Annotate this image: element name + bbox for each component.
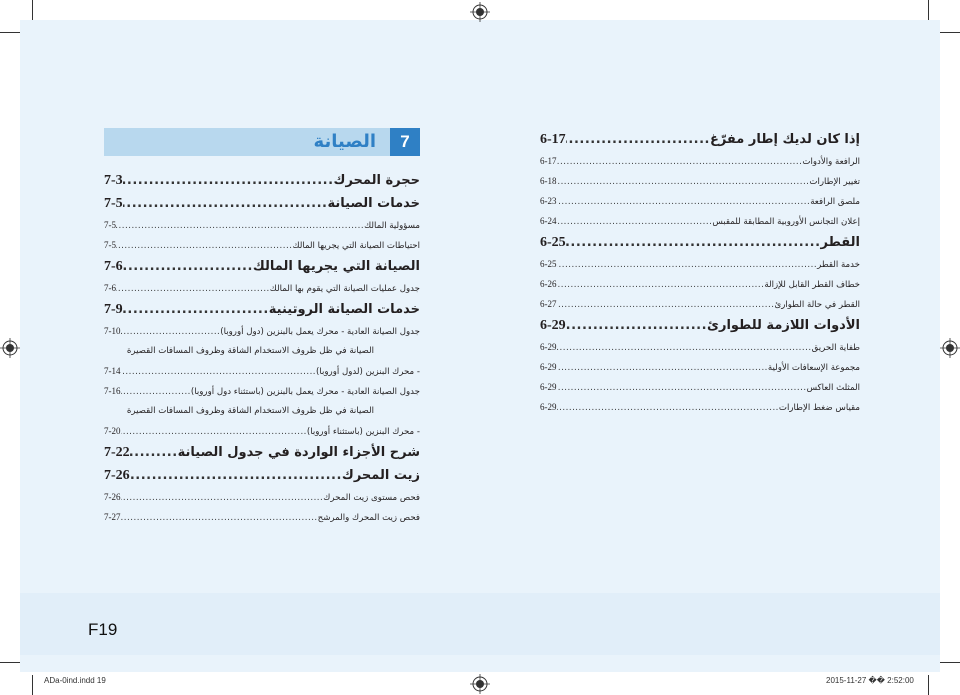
toc-entry-title: حجرة المحرك [333,173,420,188]
toc-section-entry[interactable] [104,299,420,321]
toc-subsection-entry[interactable] [104,235,420,255]
toc-subsection-entry[interactable] [104,487,420,507]
registration-mark-icon [470,2,490,22]
toc-entry-page: 7-22 [104,445,130,460]
toc-entry-page: 6-29 [540,342,557,352]
toc-entry-title: القطر [820,235,860,250]
toc-leader-dots [123,256,253,278]
toc-entry-title: مسؤولية المالك [364,221,420,231]
crop-mark [940,32,960,33]
toc-entry-page: 6-23 [540,196,557,206]
toc-leader-dots [130,465,342,487]
toc-subsection-entry[interactable] [540,254,860,274]
toc-leader-dots [557,398,779,417]
chapter-header [104,128,420,156]
crop-mark [928,675,929,695]
toc-entry-page: 7-3 [104,173,123,188]
toc-entry-page: 6-18 [540,176,557,186]
toc-entry-page: 7-26 [104,492,121,502]
crop-mark [32,0,33,20]
toc-entry-page: 6-25 [540,235,566,250]
slug-datetime: 2015-11-27 �� 2:52:00 [826,676,914,685]
registration-mark-icon [470,674,490,694]
toc-leader-dots [121,322,221,341]
toc-leader-dots [121,488,324,507]
toc-leader-dots [130,442,178,464]
toc-leader-dots [116,236,292,255]
toc-subsection-entry[interactable] [104,381,420,401]
toc-entry-title: جدول الصيانة العادية - محرك يعمل بالبنزين (باستثناء دول أوروبا) [190,387,420,397]
toc-leader-dots [557,275,765,294]
toc-section-entry[interactable] [540,232,860,254]
toc-section-entry[interactable] [540,315,860,337]
toc-entry-page: 6-29 [540,362,557,372]
toc-entry-page: 7-6 [104,259,123,274]
toc-entry-page: 7-5 [104,196,123,211]
toc-subsection-entry[interactable] [540,171,860,191]
toc-subsection-entry[interactable] [104,507,420,527]
toc-entry-page: 6-27 [540,299,557,309]
toc-subsection-entry[interactable] [104,361,420,381]
toc-entry-title: القطر في حالة الطوارئ [774,300,860,310]
toc-section-entry[interactable] [104,442,420,464]
toc-entry-title: تغيير الإطارات [809,177,860,187]
toc-leader-dots [557,212,713,231]
toc-entry-continuation: الصيانة في ظل ظروف الاستخدام الشاقة وظروف المسافات القصيرة [126,406,374,416]
toc-entry-title: طفاية الحريق [811,343,860,353]
chapter-title: الصيانة [313,131,376,152]
toc-subsection-entry[interactable] [540,151,860,171]
toc-entry-title: إذا كان لديك إطار مفرّغ [709,132,860,147]
toc-leader-dots [557,172,810,191]
toc-entry-continuation: الصيانة في ظل ظروف الاستخدام الشاقة وظروف المسافات القصيرة [126,346,374,356]
registration-mark-icon [940,338,960,358]
toc-entry-title: الصيانة التي يجريها المالك [252,259,420,274]
toc-section-entry[interactable] [104,193,420,215]
toc-entry-title: مجموعة الإسعافات الأولية [767,363,860,373]
toc-column-right [540,128,860,417]
toc-entry-title: مقياس ضغط الإطارات [778,403,860,413]
toc-entry-title: - محرك البنزين (لدول أوروبا) [316,367,420,377]
toc-subsection-entry[interactable] [540,337,860,357]
toc-entry-page: 6-29 [540,382,557,392]
toc-entry-title: خطاف القطر القابل للإزالة [764,280,860,290]
toc-entry-page: 6-29 [540,402,557,412]
toc-entry-page: 6-17 [540,132,566,147]
toc-entry-page: 6-29 [540,318,566,333]
toc-entry-title: فحص زيت المحرك والمرشح [317,513,420,523]
toc-leader-dots [557,192,811,211]
toc-entry-title: خدمات الصيانة [327,196,420,211]
toc-leader-dots [557,378,807,397]
footer-band [20,593,940,655]
toc-subsection-entry[interactable] [540,357,860,377]
crop-mark [940,662,960,663]
toc-leader-dots [557,338,812,357]
toc-leader-dots [123,170,334,192]
crop-mark [0,32,20,33]
toc-leader-dots [566,129,710,151]
toc-entry-page: 6-26 [540,279,557,289]
registration-mark-icon [0,338,20,358]
toc-leader-dots [557,255,818,274]
toc-entry-title: جدول عمليات الصيانة التي يقوم بها المالك [269,284,420,294]
toc-entry-page: 6-25 [540,259,557,269]
toc-leader-dots [121,382,191,401]
toc-subsection-entry[interactable] [540,377,860,397]
toc-leader-dots [557,295,775,314]
toc-entry-page: 7-26 [104,468,130,483]
toc-subsection-entry[interactable] [104,421,420,441]
toc-section-entry[interactable] [104,465,420,487]
toc-entry-page: 7-14 [104,366,121,376]
toc-subsection-entry[interactable] [104,321,420,341]
toc-entry-title: خدمات الصيانة الروتينية [268,302,420,317]
toc-entry-title: المثلث العاكس [806,383,860,393]
toc-section-entry[interactable] [104,170,420,192]
toc-leader-dots [116,216,364,235]
toc-subsection-entry[interactable] [104,215,420,235]
toc-entry-page: 7-5 [104,220,116,230]
toc-entry-page: 7-6 [104,283,116,293]
toc-leader-dots [566,232,821,254]
toc-section-entry[interactable] [104,256,420,278]
toc-leader-dots [123,299,269,321]
toc-entry-page: 7-20 [104,426,121,436]
toc-leader-dots [121,362,317,381]
toc-leader-dots [557,358,768,377]
toc-subsection-entry[interactable] [540,211,860,231]
crop-mark [0,662,20,663]
toc-subsection-entry[interactable] [540,274,860,294]
toc-entry-page: 6-17 [540,156,557,166]
toc-entry-title: احتياطات الصيانة التي يجريها المالك [292,241,420,251]
toc-entry-title: ملصق الرافعة [810,197,860,207]
toc-leader-dots [116,279,270,298]
toc-entry-title: - محرك البنزين (باستثناء أوروبا) [306,427,420,437]
page-number: F19 [88,620,118,639]
toc-entry-title: فحص مستوى زيت المحرك [323,493,420,503]
toc-leader-dots [557,152,803,171]
toc-subsection-entry[interactable] [540,294,860,314]
toc-list [104,170,420,527]
toc-entry-title: خدمة القطر [817,260,860,270]
toc-entry-title: الأدوات اللازمة للطوارئ [707,318,860,333]
toc-section-entry[interactable] [540,129,860,151]
toc-leader-dots [121,422,307,441]
toc-entry-title: زيت المحرك [341,468,420,483]
toc-entry-page: 7-27 [104,512,121,522]
toc-subsection-entry[interactable] [540,397,860,417]
toc-subsection-entry[interactable] [540,191,860,211]
slug-filename: ADa-0ind.indd 19 [44,676,106,685]
toc-column-left [104,128,420,527]
toc-leader-dots [121,508,318,527]
toc-leader-dots [123,193,328,215]
toc-entry-page: 7-16 [104,386,121,396]
toc-entry-page: 7-10 [104,326,121,336]
crop-mark [928,0,929,20]
chapter-number: 7 [390,128,420,156]
toc-entry-title: إعلان التجانس الأوروبية المطابقة للمقبس [712,217,860,227]
toc-leader-dots [566,315,707,337]
toc-entry-title: جدول الصيانة العادية - محرك يعمل بالبنزين (دول أوروبا) [220,327,420,337]
crop-mark [32,675,33,695]
toc-entry-title: الرافعة والأدوات [802,157,860,167]
toc-subsection-entry[interactable] [104,278,420,298]
toc-entry-title: شرح الأجزاء الواردة في جدول الصيانة [177,445,420,460]
toc-entry-page: 7-5 [104,240,116,250]
toc-entry-page: 6-24 [540,216,557,226]
toc-entry-page: 7-9 [104,302,123,317]
